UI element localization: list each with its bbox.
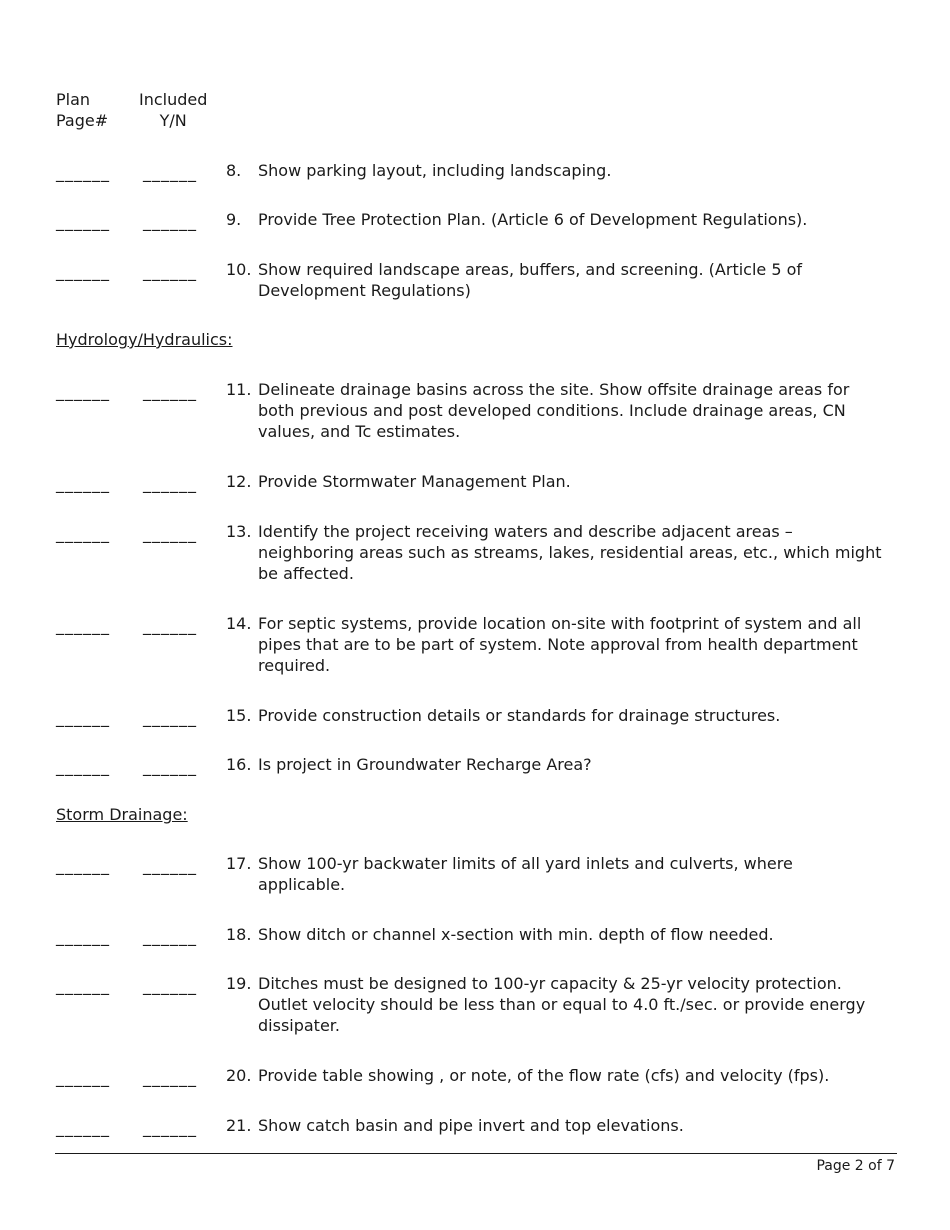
item-text: Provide table showing , or note, of the flow rate (cfs) and velocity (fps). [258, 1066, 830, 1085]
item-text: Show ditch or channel x-section with min. depth of flow needed. [258, 925, 774, 944]
item-number: 16. [226, 755, 252, 774]
included-blank[interactable]: ______ [143, 616, 197, 635]
item-number: 19. [226, 974, 252, 993]
item-number: 14. [226, 614, 252, 633]
item-text: Show parking layout, including landscaping. [258, 161, 612, 180]
plan-header-line1: Plan [56, 90, 91, 109]
plan-page-blank[interactable]: ______ [56, 856, 110, 875]
included-blank[interactable]: ______ [143, 1068, 197, 1087]
included-blank[interactable]: ______ [143, 524, 197, 543]
included-blank[interactable]: ______ [143, 382, 197, 401]
included-blank[interactable]: ______ [143, 163, 197, 182]
plan-page-blank[interactable]: ______ [56, 524, 110, 543]
plan-page-blank[interactable]: ______ [56, 757, 110, 776]
item-text: Ditches must be designed to 100-yr capacity & 25-yr velocity protection. Outlet velocity should be less than or equal to 4.0 ft./sec. or provide energy dissipater. [258, 974, 866, 1035]
included-header-line1: Included [139, 90, 208, 109]
included-header-line2: Y/N [159, 111, 187, 130]
plan-page-blank[interactable]: ______ [56, 163, 110, 182]
item-text: Delineate drainage basins across the site. Show offsite drainage areas for both previous and post developed conditions. Include drainage areas, CN values, and Tc estimates. [258, 380, 850, 441]
item-number: 20. [226, 1066, 252, 1085]
included-blank[interactable]: ______ [143, 976, 197, 995]
plan-page-blank[interactable]: ______ [56, 708, 110, 727]
included-blank[interactable]: ______ [143, 856, 197, 875]
plan-header-line2: Page# [56, 111, 109, 130]
item-text: Provide construction details or standards for drainage structures. [258, 706, 781, 725]
item-text: Show catch basin and pipe invert and top elevations. [258, 1116, 684, 1135]
item-text: Show required landscape areas, buffers, and screening. (Article 5 of Development Regulations) [258, 260, 803, 300]
included-blank[interactable]: ______ [143, 927, 197, 946]
item-text: Is project in Groundwater Recharge Area? [258, 755, 592, 774]
section-heading-storm-drainage: Storm Drainage: [56, 805, 188, 824]
included-blank[interactable]: ______ [143, 474, 197, 493]
plan-page-blank[interactable]: ______ [56, 927, 110, 946]
plan-page-blank[interactable]: ______ [56, 262, 110, 281]
plan-page-blank[interactable]: ______ [56, 474, 110, 493]
included-blank[interactable]: ______ [143, 708, 197, 727]
item-number: 15. [226, 706, 252, 725]
plan-page-blank[interactable]: ______ [56, 1118, 110, 1137]
included-blank[interactable]: ______ [143, 757, 197, 776]
item-number: 17. [226, 854, 252, 873]
footer-divider [55, 1153, 897, 1154]
page-number: Page 2 of 7 [816, 1158, 895, 1174]
included-blank[interactable]: ______ [143, 262, 197, 281]
item-number: 8. [226, 161, 242, 180]
plan-page-blank[interactable]: ______ [56, 1068, 110, 1087]
section-heading-hydrology: Hydrology/Hydraulics: [56, 330, 233, 349]
item-text: For septic systems, provide location on-site with footprint of system and all pipes that are to be part of system. Note approval from health department required. [258, 614, 862, 675]
item-text: Provide Tree Protection Plan. (Article 6 of Development Regulations). [258, 210, 808, 229]
item-number: 11. [226, 380, 252, 399]
included-blank[interactable]: ______ [143, 212, 197, 231]
included-blank[interactable]: ______ [143, 1118, 197, 1137]
item-text: Show 100-yr backwater limits of all yard inlets and culverts, where applicable. [258, 854, 793, 894]
item-number: 21. [226, 1116, 252, 1135]
plan-page-blank[interactable]: ______ [56, 382, 110, 401]
plan-page-blank[interactable]: ______ [56, 976, 110, 995]
plan-page-blank[interactable]: ______ [56, 616, 110, 635]
item-text: Provide Stormwater Management Plan. [258, 472, 571, 491]
item-number: 18. [226, 925, 252, 944]
included-column-header [139, 89, 207, 131]
plan-page-column-header [56, 89, 108, 131]
item-number: 12. [226, 472, 252, 491]
item-number: 13. [226, 522, 252, 541]
item-number: 9. [226, 210, 242, 229]
item-number: 10. [226, 260, 252, 279]
plan-page-blank[interactable]: ______ [56, 212, 110, 231]
item-text: Identify the project receiving waters and describe adjacent areas – neighboring areas such as streams, lakes, residential areas, etc., which might be affected. [258, 522, 882, 583]
